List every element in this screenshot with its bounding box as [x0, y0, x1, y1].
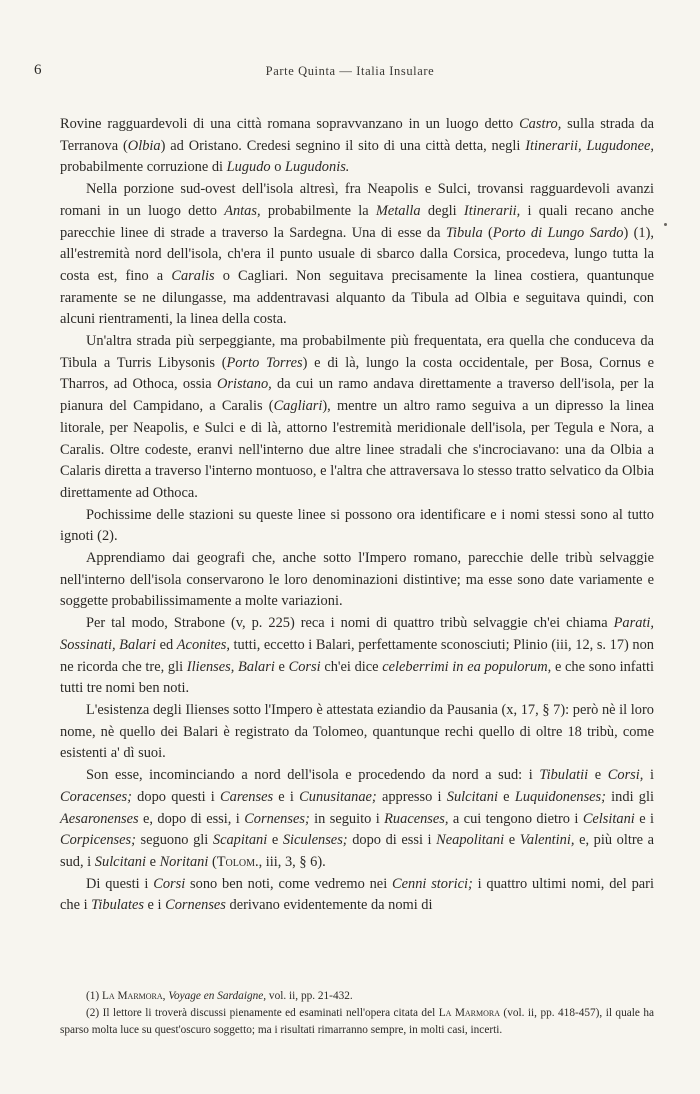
paragraph: [60, 765, 654, 874]
italic-run: Voyage en Sardaigne,: [168, 990, 267, 1002]
text-run: e: [267, 832, 283, 849]
italic-run: Cornenses: [165, 897, 226, 914]
italic-run: Noritani: [159, 853, 209, 870]
text-run: o: [270, 159, 286, 176]
text-run: indi gli: [605, 788, 654, 805]
text-run: e, dopo di essi, i: [138, 810, 245, 827]
text-run: appresso i: [376, 788, 447, 805]
text-run: da cui un ramo andava direttamente a traverso dell'isola, per la pianura del Campidano, a Caralis (: [60, 376, 654, 415]
italic-run: Aesaronenses: [60, 810, 139, 827]
text-run: L'esistenza degli Ilienses sotto l'Impero è attestata eziandio da Pausania (x, 17, § 7): però nè il loro nome, nè quello dei Balari è registrato da Tolomeo, quantunque rechi quello di oltre 18 tribù, come esistenti a' dì suoi.: [60, 701, 654, 762]
text-run: ) (1), all'estremità nord dell'isola, ch'era il punto usuale di sbarco dalla Corsica, procedeva, lungo tutta la costa est, fino a: [60, 224, 654, 284]
text-run: ) e di là, lungo la costa occidentale, per Bosa, Cornus e Tharros, ad Othoca, ossia: [60, 354, 654, 393]
paragraph: [60, 548, 654, 613]
italic-run: Sulcitani: [446, 788, 498, 805]
text-run: (2) Il lettore li troverà discussi pienamente ed esaminati nell'opera citata del: [86, 1007, 439, 1019]
text-run: Un'altra strada più serpeggiante, ma probabilmente più frequentata, era quella che conduceva da Tibula a Turris Libysonis (: [60, 333, 654, 371]
text-run: e i: [273, 788, 300, 805]
italic-run: Tibula: [445, 224, 483, 241]
text-run: derivano evidentemente da nomi di: [225, 897, 433, 914]
italic-run: Cenni storici;: [392, 875, 473, 892]
italic-run: Ilienses, Balari: [186, 658, 275, 675]
italic-run: Coracenses;: [60, 788, 132, 805]
italic-run: Itinerarii, Lugudonee,: [525, 137, 655, 154]
text-run: tutti, eccetto i Balari, perfettamente sconosciuti; Plinio (iii, 12, s. 17) non ne ricorda che tre, gli: [60, 636, 655, 675]
italic-run: Lugudonis.: [285, 159, 350, 176]
italic-run: Celsitani: [582, 810, 635, 827]
page-header: [0, 62, 700, 84]
text-run: Nella porzione sud-ovest dell'isola altresì, fra Neapolis e Sulci, trovansi ragguardevoli avanzi romani in un luogo detto: [60, 181, 654, 219]
text-run: dopo di essi i: [347, 832, 437, 849]
text-run: probabilmente corruzione di: [60, 159, 227, 176]
text-run: i quali recano anche parecchie linee di strade a traverso la Sardegna. Una di esse da: [60, 202, 654, 241]
text-run: i quattro ultimi nomi, del pari che i: [60, 875, 654, 914]
text-run: i: [643, 767, 654, 784]
text-run: degli: [420, 202, 464, 219]
text-run: e i: [634, 810, 654, 827]
text-run: sulla strada da Terranova (: [60, 116, 654, 154]
text-run: Rovine ragguardevoli di una città romana sopravvanzano in un luogo detto: [60, 116, 520, 132]
page-number: 6: [34, 62, 42, 78]
text-run: ) ad Oristano. Credesi segnino il sito di una città detta, negli: [160, 137, 526, 154]
text-run: sono ben noti, come vedremo nei: [185, 875, 393, 892]
italic-run: Corsi: [153, 875, 186, 892]
footnote: [60, 1005, 654, 1039]
text-run: ed: [155, 636, 177, 653]
text-run: ch'ei dice: [320, 658, 383, 675]
paragraph: [60, 613, 654, 700]
italic-run: Olbia: [127, 137, 161, 154]
italic-run: Itinerarii,: [463, 202, 521, 219]
text-run: e: [588, 767, 608, 784]
italic-run: Valentini,: [519, 832, 575, 849]
paragraph: [60, 505, 654, 548]
paragraph: [60, 114, 654, 179]
italic-run: Aconites,: [176, 636, 230, 653]
running-title: Parte Quinta — Italia Insulare: [265, 64, 435, 78]
italic-run: Neapolitani: [436, 832, 505, 849]
italic-run: Lugudo: [226, 159, 271, 176]
paragraph: [60, 179, 654, 331]
text-run: o Cagliari. Non seguitava precisamente la linea costiera, quantunque raramente se ne dilungasse, ma addentravasi alquanto da Tibula ad Olbia e seguitava quindi, con alcuni rientramenti, la linea della costa.: [60, 267, 654, 328]
footnote: [60, 988, 654, 1005]
italic-run: Carenses: [220, 788, 274, 805]
italic-run: Tibulates: [91, 897, 144, 914]
text-run: Pochissime delle stazioni su queste linee si possono ora identificare e i nomi stessi sono al tutto ignoti (2).: [60, 506, 654, 545]
text-run: (vol. ii, pp. 418-457), il quale ha sparso molta luce su quest'oscuro soggetto; ma i risultati rimarranno sempre, in molti casi, incerti.: [60, 1007, 655, 1036]
footnotes: [60, 988, 654, 1039]
text-run: e, più oltre a sud, i: [60, 832, 654, 870]
text-run: e i: [143, 897, 166, 914]
italic-run: Luquidonenses;: [514, 788, 606, 805]
text-run: iii, 3, § 6).: [262, 853, 326, 870]
text-run: dopo questi i: [131, 788, 221, 805]
text-run: a cui tengono dietro i: [448, 810, 583, 827]
text-run: Apprendiamo dai geografi che, anche sotto l'Impero romano, parecchie delle tribù selvaggie nell'interno dell'isola conservarono le loro denominazioni distintive; ma esse sono date variamente e soggette probabilissimamente a molte variazioni.: [60, 550, 654, 610]
italic-run: Porto Torres: [226, 354, 303, 371]
paragraph: [60, 874, 654, 917]
text-run: Per tal modo, Strabone (v, p. 225) reca i nomi di quattro tribù selvaggie ch'ei chiama: [86, 615, 614, 632]
italic-run: Cornenses;: [244, 810, 310, 827]
body-text: [60, 114, 654, 917]
smallcaps-run: La Marmora,: [102, 990, 166, 1002]
italic-run: Cagliari: [273, 398, 323, 415]
text-run: e: [504, 832, 520, 849]
text-run: e: [145, 853, 160, 870]
text-run: ), mentre un altro ramo seguiva a un dipresso la linea litorale, per Neapolis, e Sulci e di là, attorno l'estremità meridionale dell'isola, per Tegula e Nora, a Caralis. Oltre codeste, eranvi nell'interno due altre linee stradali che s'incrociavano: una da Olbia a Calaris diretta a traverso l'interno montuoso, e l'altra che attraversava lo stesso tratto selvatico da Olbia direttamente ad Othoca.: [60, 398, 654, 501]
text-run: probabilmente la: [260, 202, 376, 219]
text-run: Di questi i: [86, 875, 154, 892]
italic-run: Ruacenses,: [384, 810, 449, 827]
italic-run: Caralis: [171, 267, 215, 284]
italic-run: Siculenses;: [282, 832, 348, 849]
paragraph: [60, 331, 654, 505]
italic-run: Castro,: [519, 116, 562, 132]
smallcaps-run: La Marmora: [438, 1007, 500, 1019]
text-run: e: [274, 658, 289, 675]
text-run: vol. ii, pp. 21-432.: [266, 990, 353, 1002]
text-run: e che sono infatti tutti tre nomi ben noti.: [60, 658, 654, 697]
italic-run: Tibulatii: [539, 767, 589, 784]
italic-run: Porto di Lungo Sardo: [492, 224, 624, 241]
italic-run: Corsi: [288, 658, 321, 675]
smallcaps-run: Tolom.,: [216, 853, 263, 870]
italic-run: Metalla: [375, 202, 421, 219]
paragraph: [60, 700, 654, 765]
italic-run: celeberrimi in ea populorum,: [382, 658, 552, 675]
italic-run: Corsi,: [607, 767, 644, 784]
text-run: (: [482, 224, 493, 241]
italic-run: Parati, Sossinati, Balari: [60, 615, 654, 653]
text-run: e: [497, 788, 515, 805]
italic-run: Oristano,: [216, 376, 272, 393]
italic-run: Corpicenses;: [60, 832, 136, 849]
italic-run: Scapitani: [212, 832, 268, 849]
italic-run: Sulcitani: [94, 853, 146, 870]
text-run: Son esse, incominciando a nord dell'isola e procedendo da nord a sud: i: [86, 767, 540, 784]
text-run: (: [208, 853, 217, 870]
text-run: in seguito i: [309, 810, 385, 827]
margin-mark: [664, 223, 667, 226]
italic-run: Antas,: [224, 202, 261, 219]
text-run: (1): [86, 990, 102, 1002]
text-run: seguono gli: [135, 832, 213, 849]
italic-run: Cunusitanae;: [299, 788, 377, 805]
